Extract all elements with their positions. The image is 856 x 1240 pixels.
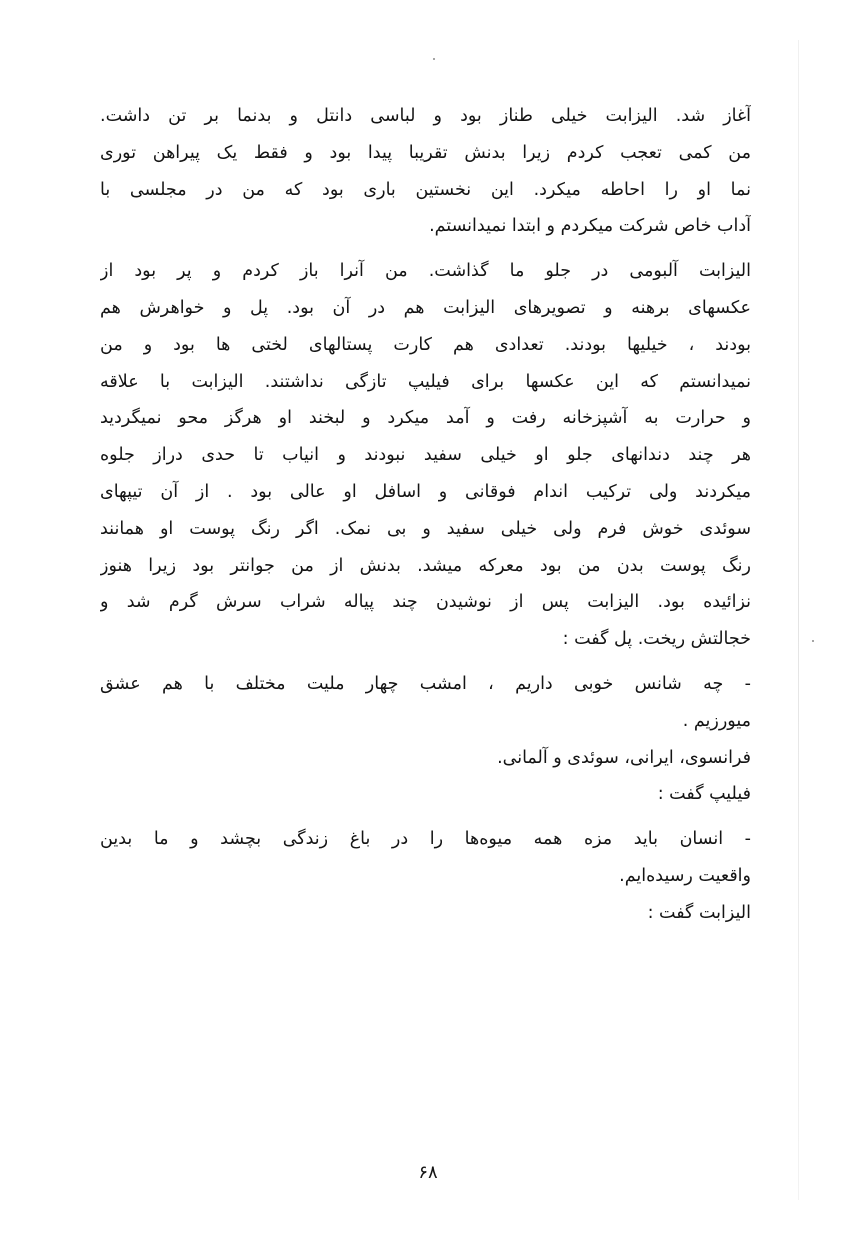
text-line: - انسان باید مزه همه میوه‌ها را در باغ زندگی بچشد و ما بدین: [100, 829, 751, 850]
text-line: عکسهای برهنه و تصویرهای الیزابت هم در آن بود. پل و خواهرش هم: [100, 297, 751, 318]
text-line: رنگ پوست بدن من بود معرکه میشد. بدنش از من جوانتر بود زیرا هنوز: [100, 555, 751, 576]
text-line: بودند ، خیلیها بودند. تعدادی هم کارت پستالهای لختی ها بود و من: [100, 334, 751, 355]
text-line: من کمی تعجب کردم زیرا بدنش تقریبا پیدا بود و فقط یک پیراهن توری: [100, 142, 751, 163]
scan-speck: [433, 58, 435, 60]
text-line: خجالتش ریخت. پل گفت :: [562, 629, 751, 650]
text-line: میکردند ولی ترکیب اندام فوقانی و اسافل او عالی بود . از آن تیپهای: [100, 481, 751, 502]
text-line: فرانسوی، ایرانی، سوئدی و آلمانی.: [497, 747, 751, 768]
text-line: الیزابت گفت :: [647, 902, 751, 923]
text-line: فیلیپ گفت :: [657, 784, 751, 805]
text-line: و حرارت به آشپزخانه رفت و آمد میکرد و لبخند او هرگز محو نمیگردید: [100, 408, 751, 429]
text-line: آداب خاص شرکت میکردم و ابتدا نمیدانستم.: [429, 216, 751, 237]
scan-edge-shadow: [798, 40, 799, 1200]
text-line: میورزیم .: [682, 710, 751, 731]
text-line: نما او را احاطه میکرد. این نخستین باری بود که من در مجلسی با: [100, 179, 751, 200]
text-line: الیزابت آلبومی در جلو ما گذاشت. من آنرا باز کردم و پر بود از: [100, 261, 751, 282]
text-line: نمیدانستم که این عکسها برای فیلیپ تازگی نداشتند. الیزابت با علاقه: [100, 371, 751, 392]
text-line: نزائیده بود. الیزابت پس از نوشیدن چند پیاله شراب سرش گرم شد و: [100, 592, 751, 613]
scan-speck: [812, 640, 814, 642]
text-line: هر چند دندانهای جلو او خیلی سفید نبودند و انیاب تا حدی دراز جلوه: [100, 445, 751, 466]
text-line: آغاز شد. الیزابت خیلی طناز بود و لباسی دانتل و بدنما بر تن داشت.: [100, 106, 751, 126]
page-number: ۶۸: [418, 1162, 438, 1183]
body-text: [100, 98, 751, 932]
text-line: سوئدی خوش فرم ولی خیلی سفید و بی نمک. اگر رنگ پوست او همانند: [100, 518, 751, 539]
text-line: - چه شانس خوبی داریم ، امشب چهار ملیت مختلف با هم عشق: [100, 673, 751, 694]
text-line: واقعیت رسیده‌ایم.: [619, 865, 751, 886]
